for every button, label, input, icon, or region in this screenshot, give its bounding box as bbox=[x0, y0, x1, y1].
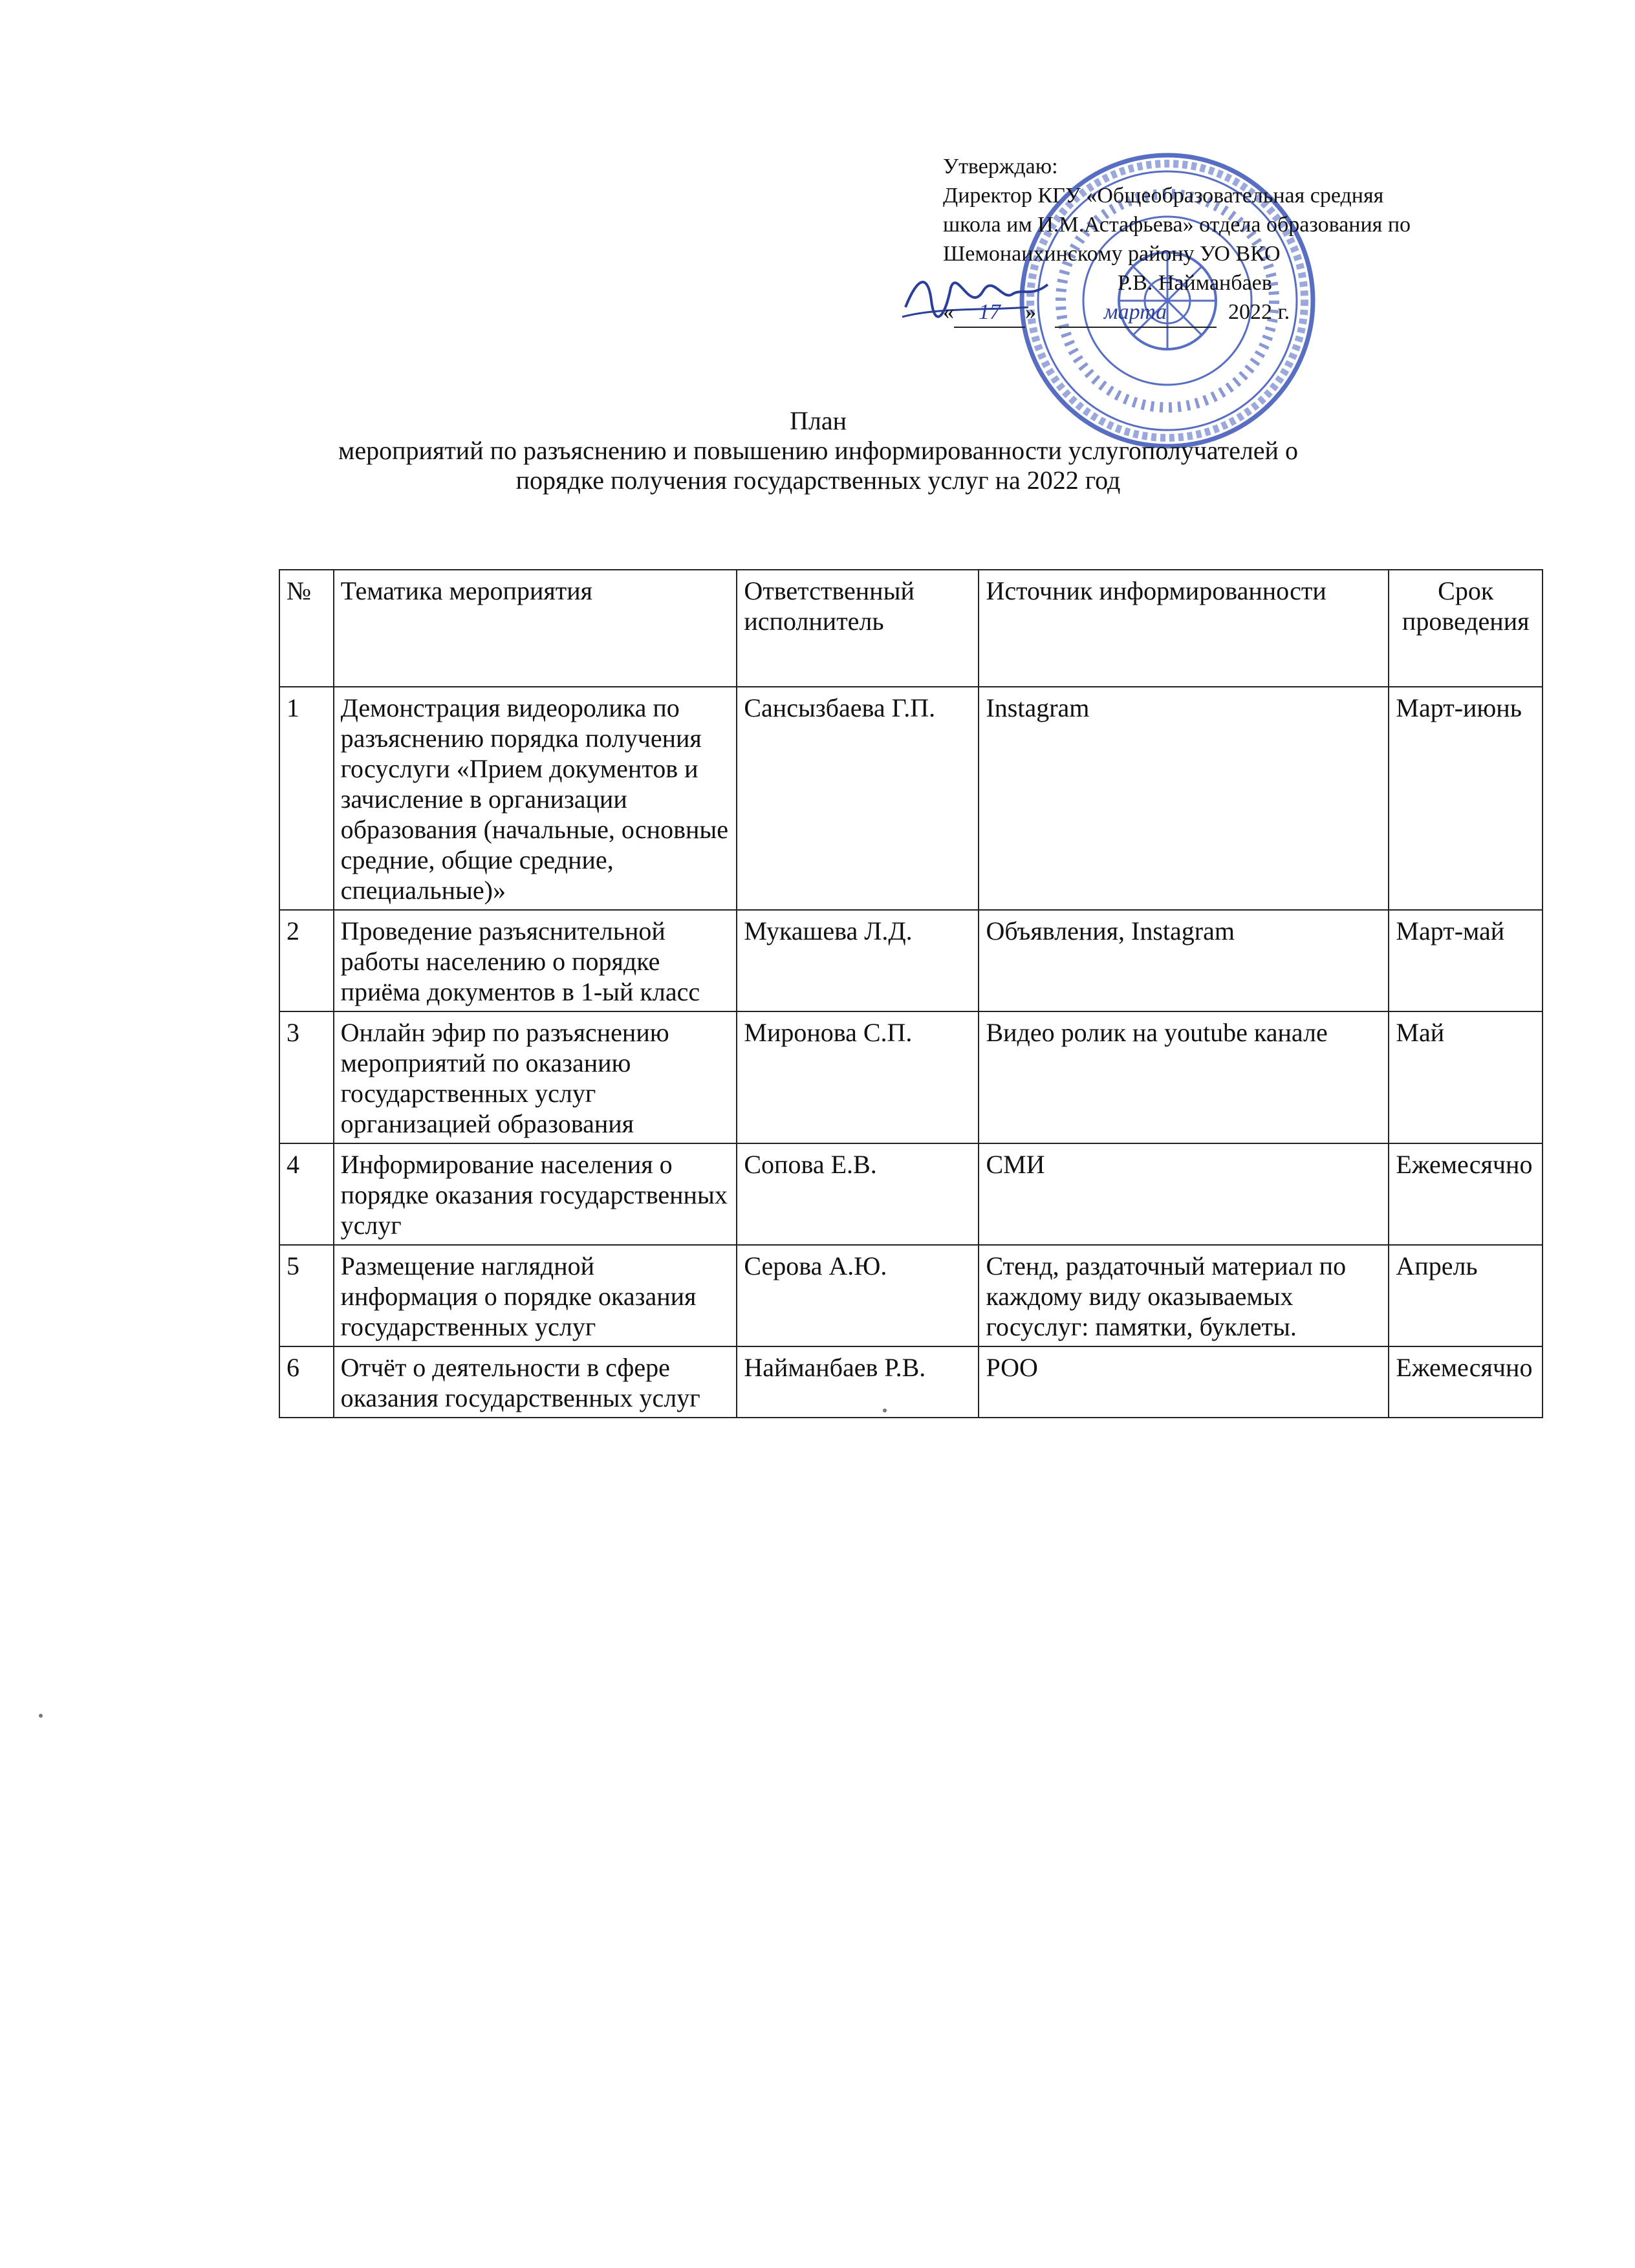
scan-speck bbox=[39, 1714, 43, 1718]
approval-line-4: Шемонаихинскому району УО ВКО bbox=[943, 242, 1281, 266]
header-topic: Тематика мероприятия bbox=[334, 570, 737, 687]
row-topic: Отчёт о деятельности в сфере оказания государственных услуг bbox=[334, 1346, 737, 1418]
plan-table bbox=[279, 569, 1543, 1418]
approval-line-2: Директор КГУ «Общеобразовательная средняя bbox=[943, 184, 1384, 208]
row-num: 1 bbox=[279, 687, 334, 910]
table-row bbox=[279, 910, 1543, 1011]
date-day: 17 bbox=[954, 297, 1025, 328]
row-topic: Размещение наглядной информация о порядке оказания государственных услуг bbox=[334, 1245, 737, 1346]
row-responsible: Сопова Е.В. bbox=[737, 1143, 979, 1245]
table-row bbox=[279, 687, 1543, 910]
row-term: Ежемесячно bbox=[1389, 1143, 1543, 1245]
row-source: Стенд, раздаточный материал по каждому виду оказываемых госуслуг: памятки, буклеты. bbox=[979, 1245, 1389, 1346]
header-num: № bbox=[279, 570, 334, 687]
row-term: Май bbox=[1389, 1011, 1543, 1143]
approval-date bbox=[943, 297, 1596, 328]
row-source: Видео ролик на youtube канале bbox=[979, 1011, 1389, 1143]
row-responsible: Серова А.Ю. bbox=[737, 1245, 979, 1346]
row-num: 3 bbox=[279, 1011, 334, 1143]
row-topic: Демонстрация видеоролика по разъяснению порядка получения госуслуги «Прием документов и зачисление в организации образования (начальные, основные средние, общие средние, специальные)» bbox=[334, 687, 737, 910]
table-row bbox=[279, 1346, 1543, 1418]
title-line-2: мероприятий по разъяснению и повышению информированности услугополучателей о bbox=[338, 436, 1298, 465]
table-row bbox=[279, 1011, 1543, 1143]
header-responsible: Ответственный исполнитель bbox=[737, 570, 979, 687]
header-source: Источник информированности bbox=[979, 570, 1389, 687]
approval-line-1: Утверждаю: bbox=[943, 155, 1058, 178]
row-topic: Проведение разъяснительной работы населению о порядке приёма документов в 1-ый класс bbox=[334, 910, 737, 1011]
row-num: 4 bbox=[279, 1143, 334, 1245]
row-responsible: Мукашева Л.Д. bbox=[737, 910, 979, 1011]
table-header-row bbox=[279, 570, 1543, 687]
row-source: РОО bbox=[979, 1346, 1389, 1418]
approval-signer: Р.В. Найманбаев bbox=[1118, 271, 1272, 295]
row-num: 2 bbox=[279, 910, 334, 1011]
scan-speck bbox=[883, 1409, 887, 1412]
approval-block bbox=[943, 152, 1596, 328]
row-source: СМИ bbox=[979, 1143, 1389, 1245]
row-responsible: Миронова С.П. bbox=[737, 1011, 979, 1143]
header-term: Срок проведения bbox=[1389, 570, 1543, 687]
row-term: Апрель bbox=[1389, 1245, 1543, 1346]
row-term: Ежемесячно bbox=[1389, 1346, 1543, 1418]
title-line-1: План bbox=[789, 406, 847, 435]
document-title bbox=[259, 406, 1378, 495]
date-open-quote: « bbox=[943, 300, 954, 324]
row-num: 6 bbox=[279, 1346, 334, 1418]
table-row bbox=[279, 1245, 1543, 1346]
row-topic: Информирование населения о порядке оказания государственных услуг bbox=[334, 1143, 737, 1245]
row-num: 5 bbox=[279, 1245, 334, 1346]
row-term: Март-июнь bbox=[1389, 687, 1543, 910]
row-term: Март-май bbox=[1389, 910, 1543, 1011]
row-source: Instagram bbox=[979, 687, 1389, 910]
table-row bbox=[279, 1143, 1543, 1245]
row-responsible: Сансызбаева Г.П. bbox=[737, 687, 979, 910]
row-source: Объявления, Instagram bbox=[979, 910, 1389, 1011]
row-responsible: Найманбаев Р.В. bbox=[737, 1346, 979, 1418]
title-line-3: порядке получения государственных услуг на 2022 год bbox=[515, 466, 1121, 495]
approval-line-3: школа им И.М.Астафьева» отдела образования по bbox=[943, 213, 1411, 237]
date-month: марта bbox=[1055, 297, 1217, 328]
row-topic: Онлайн эфир по разъяснению мероприятий по оказанию государственных услуг организацией образования bbox=[334, 1011, 737, 1143]
date-year: 2022 г. bbox=[1228, 300, 1290, 324]
date-close-quote: » bbox=[1025, 300, 1036, 324]
